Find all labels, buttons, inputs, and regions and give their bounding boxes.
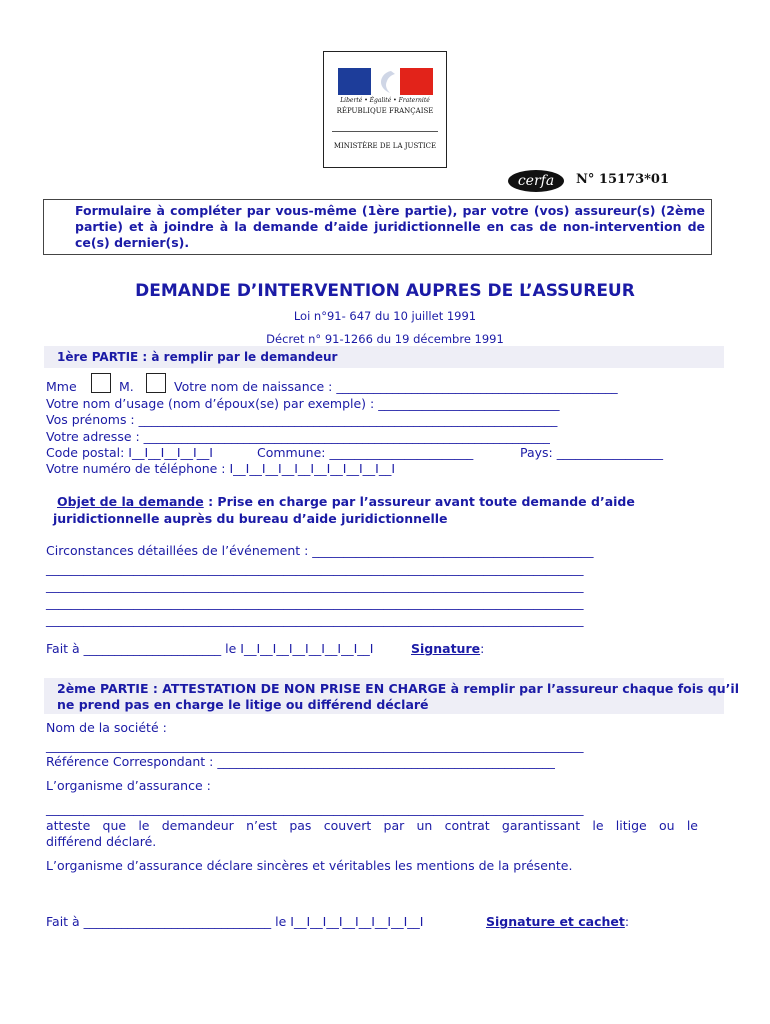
reference-field[interactable]: Référence Correspondant : ______________________________________________________	[46, 754, 555, 769]
logo-divider	[332, 131, 438, 132]
part2-signature[interactable]: Signature et cachet:	[486, 914, 630, 929]
attestation-line1: atteste que le demandeur n’est pas couvert par un contrat garantissant le litige ou le	[46, 818, 698, 833]
marianne-icon	[371, 68, 400, 95]
republic-label: RÉPUBLIQUE FRANÇAISE	[336, 107, 434, 115]
object-label: Objet de la demande	[57, 494, 204, 509]
circumstances-line[interactable]: ______________________________________________________________________________________	[46, 561, 584, 576]
circumstances-line[interactable]: ______________________________________________________________________________________	[46, 612, 584, 627]
part2-heading-line1: 2ème PARTIE : ATTESTATION DE NON PRISE EN CHARGE à remplir par l’assureur chaque fois qu’il	[57, 681, 739, 696]
birth-name-field[interactable]: Votre nom de naissance : _____________________________________________	[174, 379, 618, 394]
law-reference: Loi n°91- 647 du 10 juillet 1991	[293, 309, 477, 323]
company-field[interactable]: ______________________________________________________________________________________	[46, 738, 584, 753]
ministry-logo	[323, 51, 447, 168]
part1-place-date-field[interactable]: Fait à ______________________ le I__I__I__I__I__I__I__I__I	[46, 641, 374, 656]
m-label: M.	[119, 379, 134, 394]
address-field[interactable]: Votre adresse : _________________________________________________________________	[46, 429, 550, 444]
country-field[interactable]: Pays: _________________	[520, 445, 663, 460]
phone-field[interactable]: Votre numéro de téléphone : I__I__I__I__I__I__I__I__I__I__I	[46, 461, 396, 476]
organism-label: L’organisme d’assurance :	[46, 778, 211, 793]
cerfa-number: N° 15173*01	[576, 172, 670, 187]
page-title: DEMANDE D’INTERVENTION AUPRES DE L’ASSUREUR	[135, 281, 635, 301]
flag-red-band	[400, 68, 433, 95]
part2-signature-label: Signature et cachet	[486, 914, 625, 929]
declaration-text: L’organisme d’assurance déclare sincères et véritables les mentions de la présente.	[46, 858, 573, 873]
m-checkbox[interactable]	[146, 373, 166, 393]
first-names-field[interactable]: Vos prénoms : ___________________________________________________________________	[46, 412, 558, 427]
circumstances-field[interactable]: Circonstances détaillées de l’événement : _____________________________________________	[46, 543, 594, 558]
commune-field[interactable]: Commune: _______________________	[257, 445, 474, 460]
mme-label: Mme	[46, 379, 77, 394]
mme-checkbox[interactable]	[91, 373, 111, 393]
ministry-label: MINISTÈRE DE LA JUSTICE	[333, 142, 437, 150]
part1-heading: 1ère PARTIE : à remplir par le demandeur	[57, 350, 338, 364]
part2-heading-line2: ne prend pas en charge le litige ou différend déclaré	[57, 697, 429, 712]
part1-signature-label: Signature	[411, 641, 481, 656]
usage-name-field[interactable]: Votre nom d’usage (nom d’époux(se) par exemple) : _____________________________	[46, 396, 560, 411]
decree-reference: Décret n° 91-1266 du 19 décembre 1991	[266, 332, 504, 346]
postal-code-field[interactable]: Code postal: I__I__I__I__I__I	[46, 445, 213, 460]
object-text: : Prise en charge par l’assureur avant toute demande d’aide	[203, 494, 635, 509]
object-text-line2: juridictionnelle auprès du bureau d’aide juridictionnelle	[53, 511, 448, 526]
part2-place-date-field[interactable]: Fait à ______________________________ le I__I__I__I__I__I__I__I__I	[46, 914, 424, 929]
company-label: Nom de la société :	[46, 720, 167, 735]
flag-blue-band	[338, 68, 371, 95]
organism-field[interactable]: ______________________________________________________________________________________	[46, 801, 584, 816]
intro-text: Formulaire à compléter par vous-même (1ère partie), par votre (vos) assureur(s) (2ème partie) et à joindre à la demande d’aide juridictionnelle en cas de non-intervention de ce(s) dernier(s).	[75, 203, 705, 250]
circumstances-line[interactable]: ______________________________________________________________________________________	[46, 578, 584, 593]
motto: Liberté • Égalité • Fraternité	[340, 97, 430, 104]
cerfa-logo: cerfa	[508, 170, 564, 192]
part1-signature[interactable]: Signature:	[411, 641, 485, 656]
circumstances-line[interactable]: ______________________________________________________________________________________	[46, 595, 584, 610]
object-of-request	[57, 494, 635, 509]
attestation-line2: différend déclaré.	[46, 834, 157, 849]
